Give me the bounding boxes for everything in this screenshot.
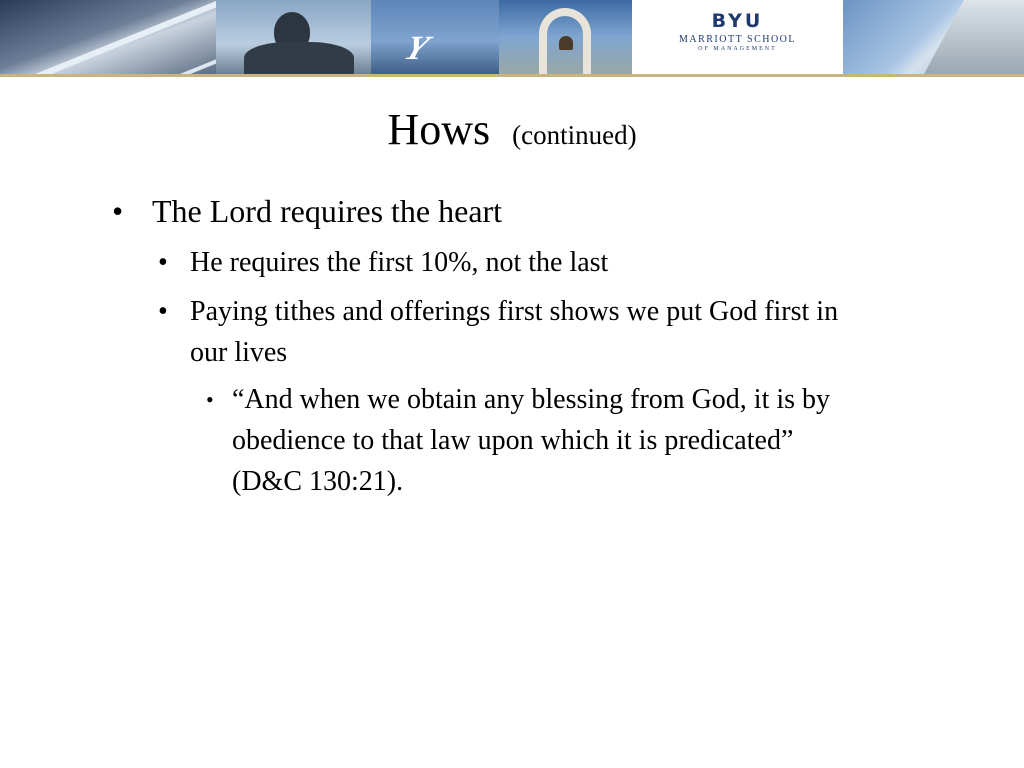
banner-photo-mountain-y <box>371 0 499 74</box>
sub-bullet-list <box>152 242 872 502</box>
banner-photo-building <box>843 0 1024 74</box>
bullet-item <box>112 188 932 502</box>
slide-title-main: Hows <box>387 105 491 154</box>
bullet-icon: • <box>158 296 168 327</box>
sub-bullet-text: Paying tithes and offerings first shows we put God first in our lives <box>190 296 839 368</box>
bullet-icon: • <box>158 247 168 278</box>
byu-marriott-logo <box>632 0 843 74</box>
bullet-list <box>112 188 932 502</box>
y-mountain-icon: Y <box>399 30 434 67</box>
statue-body-shape <box>244 42 354 74</box>
bell-icon <box>559 36 573 50</box>
bullet-icon: • <box>112 193 124 229</box>
banner-photo-bell-tower <box>499 0 632 74</box>
sub-bullet-item <box>158 242 872 283</box>
logo-byu-text: BYU <box>711 10 764 32</box>
banner-photo-architecture <box>0 0 216 74</box>
slide-title-suffix: (continued) <box>512 120 637 150</box>
quote-bullet-item <box>206 379 870 502</box>
logo-management-text: OF MANAGEMENT <box>698 46 777 52</box>
header-banner <box>0 0 1024 74</box>
banner-photo-statue <box>216 0 371 74</box>
header-divider <box>0 74 1024 77</box>
sub-bullet-item <box>158 291 872 502</box>
bullet-text: The Lord requires the heart <box>152 193 503 229</box>
sub-bullet-text: He requires the first 10%, not the last <box>190 247 609 278</box>
bullet-icon: • <box>206 387 214 412</box>
slide-title <box>0 104 1024 161</box>
logo-school-text: MARRIOTT SCHOOL <box>678 34 797 45</box>
sub-sub-bullet-list <box>190 379 870 502</box>
scripture-quote-text: “And when we obtain any blessing from God, it is by obedience to that law upon which it is predicated” (D&C 130:21). <box>232 384 831 497</box>
